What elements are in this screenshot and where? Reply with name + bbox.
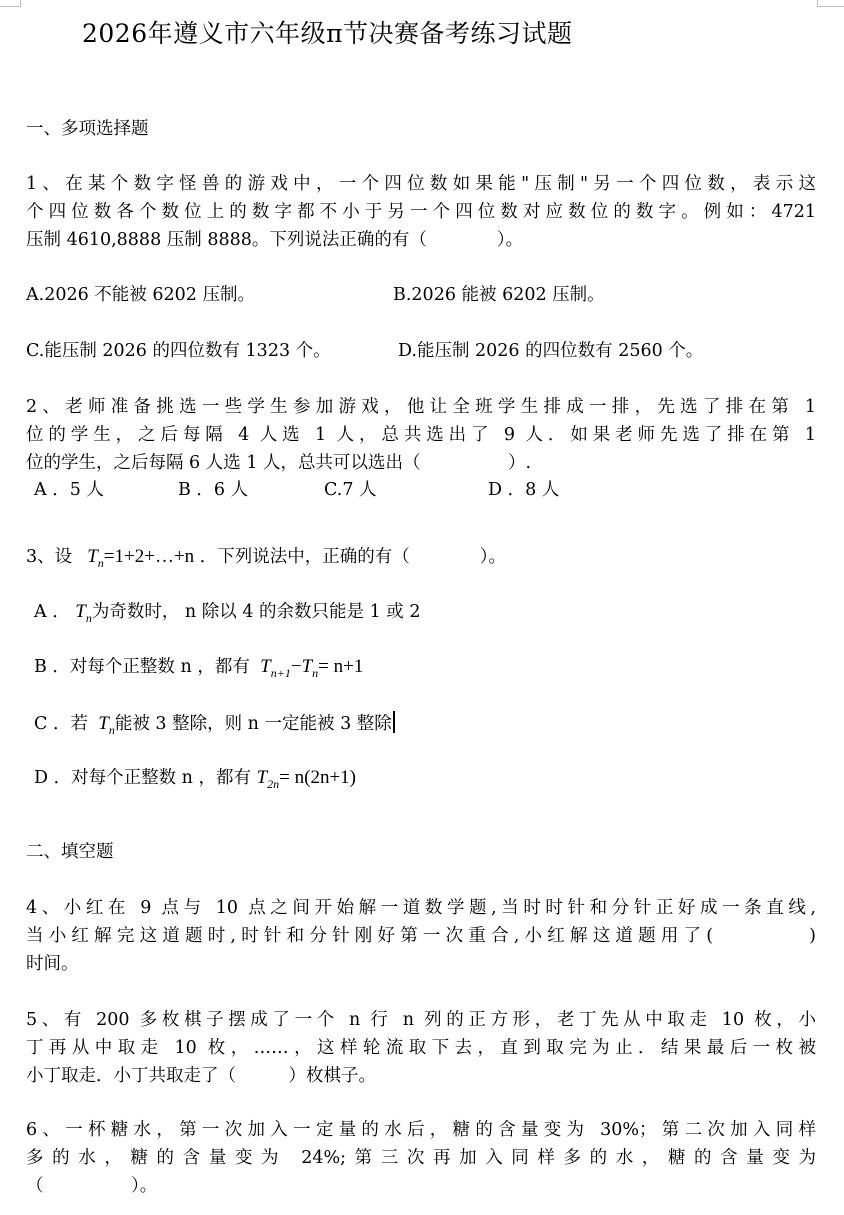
q3-suffix: ．下列说法中，正确的有（ ）。 bbox=[199, 547, 506, 567]
q3-option-c-t: T bbox=[98, 713, 109, 734]
q1-option-c: C.能压制 2026 的四位数有 1323 个。 bbox=[26, 341, 331, 361]
q1-option-b: B.2026 能被 6202 压制。 bbox=[393, 285, 605, 305]
q4-line-2: 当小红解完这道题时,时针和分针刚好第一次重合,小红解这道题用了( ) bbox=[26, 926, 816, 946]
q3-option-b-sub2: n bbox=[312, 666, 319, 680]
q6-line-1: 6、一杯糖水，第一次加入一定量的水后，糖的含量变为 30%；第二次加入同样 bbox=[26, 1120, 816, 1140]
page-corner-mark-left bbox=[0, 0, 21, 7]
q2-option-a: A ．5 人 bbox=[34, 480, 104, 500]
q1-line-3: 压制 4610,8888 压制 8888。下列说法正确的有（ ）。 bbox=[26, 230, 524, 250]
q3-option-b bbox=[34, 655, 363, 685]
q4-line-1: 4、小红在 9 点与 10 点之间开始解一道数学题,当时时针和分针正好成一条直线, bbox=[26, 898, 816, 918]
q3-option-b-t2: T bbox=[301, 656, 313, 677]
q2-option-d: D ．8 人 bbox=[488, 480, 560, 500]
q3-option-b-minus: − bbox=[290, 656, 302, 677]
q2-line-2: 位的学生，之后每隔 4 人选 1 人，总共选出了 9 人．如果老师先选了排在第 1 bbox=[26, 425, 816, 445]
q3-option-c bbox=[34, 711, 395, 742]
q1-line-2: 个四位数各个数位上的数字都不小于另一个四位数对应数位的数字。例如：4721 bbox=[26, 202, 816, 222]
q3-option-a-t: T bbox=[75, 601, 86, 622]
q2-option-b: B ．6 人 bbox=[178, 480, 249, 500]
q4-line-3: 时间。 bbox=[26, 954, 79, 974]
q1-line-1: 1、在某个数字怪兽的游戏中，一个四位数如果能"压制"另一个四位数，表示这 bbox=[26, 174, 816, 194]
q3-option-c-label: C ．若 bbox=[34, 714, 88, 734]
q3-option-c-text: 能被 3 整除，则 n 一定能被 3 整除 bbox=[114, 714, 392, 734]
q6-line-3: （ ）。 bbox=[26, 1176, 158, 1196]
section-heading-2: 二、填空题 bbox=[26, 842, 114, 862]
text-cursor bbox=[393, 711, 395, 733]
q3-option-a-math bbox=[75, 601, 92, 625]
q3-prefix: 3、设 bbox=[26, 547, 73, 567]
q3-option-d-t: T bbox=[256, 767, 268, 788]
q3-option-d-label: D ．对每个正整数 n ，都有 bbox=[34, 768, 251, 788]
q2-line-3: 位的学生，之后每隔 6 人选 1 人，总共可以选出（ ）. bbox=[26, 453, 532, 473]
q3-subscript-n: n bbox=[97, 556, 104, 570]
q5-line-2: 丁再从中取走 10 枚，……，这样轮流取下去，直到取完为止．结果最后一枚被 bbox=[26, 1038, 816, 1058]
q3-option-b-t1: T bbox=[260, 656, 271, 677]
q3-option-a-sub: n bbox=[85, 611, 92, 625]
q3-option-c-math bbox=[94, 713, 115, 737]
q3-option-a bbox=[34, 600, 420, 630]
q3-option-a-text: 为奇数时， n 除以 4 的余数只能是 1 或 2 bbox=[91, 602, 421, 622]
page-corner-mark-right bbox=[817, 0, 844, 7]
q5-line-1: 5、有 200 多枚棋子摆成了一个 n 行 n 列的正方形，老丁先从中取走 10 枚，小 bbox=[26, 1010, 816, 1030]
q3-option-d-expr: = n(2n+1) bbox=[279, 767, 356, 788]
q3-option-a-label: A ． bbox=[34, 602, 70, 622]
q3-option-d-math bbox=[256, 767, 356, 791]
section-heading-1: 一、多项选择题 bbox=[26, 119, 149, 139]
q3-symbol-t: T bbox=[87, 546, 98, 567]
q3-formula bbox=[78, 546, 195, 570]
q3-expression: =1+2+…+n bbox=[103, 546, 195, 567]
q2-option-c: C.7 人 bbox=[324, 480, 377, 500]
q3-option-b-expr: = n+1 bbox=[318, 656, 364, 677]
q3-option-b-math bbox=[255, 656, 364, 680]
q6-line-2: 多的水，糖的含量变为 24%;第三次再加入同样多的水，糖的含量变为 bbox=[26, 1148, 816, 1168]
q3-option-c-sub: n bbox=[108, 723, 115, 737]
q3-stem bbox=[26, 545, 506, 575]
q5-line-3: 小丁取走．小丁共取走了（ ）枚棋子。 bbox=[26, 1066, 376, 1086]
q1-option-a: A.2026 不能被 6202 压制。 bbox=[26, 285, 255, 305]
q3-option-b-sub1: n+1 bbox=[270, 666, 291, 680]
q3-option-b-label: B ．对每个正整数 n ，都有 bbox=[34, 657, 250, 677]
q2-line-1: 2、老师准备挑选一些学生参加游戏，他让全班学生排成一排，先选了排在第 1 bbox=[26, 397, 816, 417]
q3-option-d bbox=[34, 766, 356, 796]
page-title: 2026年遵义市六年级π节决赛备考练习试题 bbox=[82, 19, 573, 48]
q3-option-d-sub: 2n bbox=[267, 777, 280, 791]
q1-option-d: D.能压制 2026 的四位数有 2560 个。 bbox=[398, 341, 704, 361]
